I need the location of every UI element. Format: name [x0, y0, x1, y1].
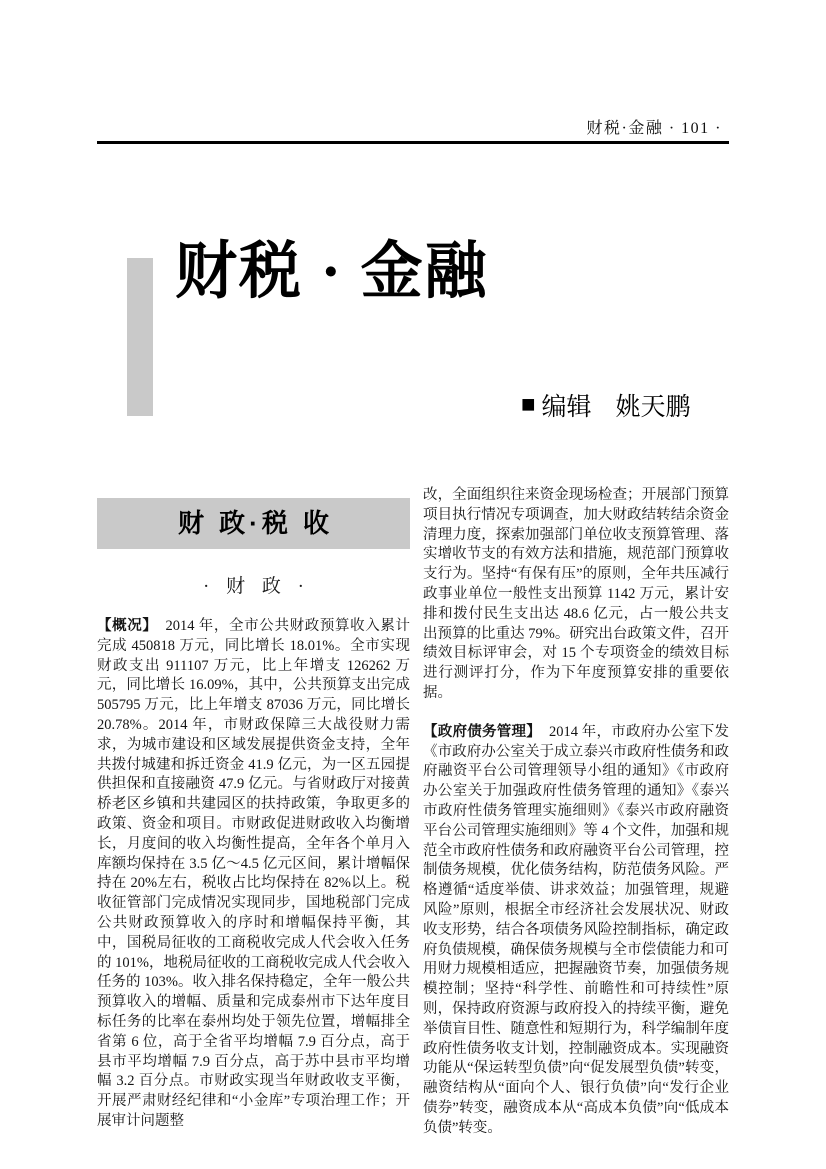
entry-paragraph — [97, 617, 410, 1132]
entry-text: 2014 年，全市公共财政预算收入累计完成 450818 万元，同比增长 18.01%。全市实现财政支出 911107 万元，比上年增支 126262 万元，同比增长 16.09%，其中，公共预算支出完成 505795 万元，比上年增支 87036 万元，同比增长 20.78%。2014 年，市财政保障三大战役财力需求，为城市建设和区域发展提供资金支持，全年共拨付城建和拆迁资金 41.9 亿元，为一区五园提供担保和直接融资 47.9 亿元。与省财政厅对接黄桥老区乡镇和共建园区的扶持政策，争取更多的政策、资金和项目。市财政促进财政收入均衡增长，月度间的收入均衡性提高，全年各个单月入库额均保持在 3.5 亿～4.5 亿元区间，累计增幅保持在 20%左右，税收占比均保持在 82%以上。税收征管部门完成情况实现同步，国地税部门完成公共财政预算收入的序时和增幅保持平衡，其中，国税局征收的工商税收完成人代会收入任务的 101%，地税局征收的工商税收完成人代会收入任务的 103%。收入排名保持稳定，全年一般公共预算收入的增幅、质量和完成泰州市下达年度目标任务的比率在泰州均处于领先位置，增幅排全省第 6 位，高于全省平均增幅 7.9 百分点，高于县市平均增幅 7.9 百分点，高于苏中县市平均增幅 3.2 百分点。市财政实现当年财政收支平衡，开展严肃财经纪律和“小金库”专项治理工作；开展审计问题整 — [97, 618, 411, 1129]
chapter-title: 财税 · 金融 — [175, 238, 489, 306]
editor-square-icon: ■ — [521, 392, 536, 418]
column-right — [423, 486, 729, 1139]
title-accent-bar — [127, 258, 153, 416]
section-banner: 财 政·税 收 — [97, 498, 410, 549]
header-rule — [97, 141, 729, 144]
subsection-heading: · 财 政 · — [203, 576, 310, 597]
entry-paragraph — [423, 486, 729, 704]
editor-label: 编辑 — [541, 394, 592, 421]
entry-tag: 【政府债务管理】 — [423, 723, 541, 740]
running-head: 财税·金融 · 101 · — [586, 120, 722, 137]
entry-tag: 【概况】 — [97, 618, 158, 634]
editor-name: 姚天鹏 — [615, 394, 691, 421]
entry-paragraph — [423, 723, 729, 1139]
editor-credit — [521, 387, 691, 423]
column-left — [97, 498, 410, 1132]
entry-text: 改，全面组织往来资金现场检查；开展部门预算项目执行情况专项调查，加大财政结转结余资金清理力度，探索加强部门单位收支预算管理、落实增收节支的有效方法和措施，规范部门预算收支行为。坚持“有保有压”的原则，全年共压减行政事业单位一般性支出预算 1142 万元，累计安排和拨付民生支出达 48.6 亿元，占一般公共支出预算的比重达 79%。研究出台政策文件，召开绩效目标评审会，对 15 个专项资金的绩效目标进行测评打分，作为下年度预算安排的重要依据。 — [423, 487, 729, 701]
entry-text: 2014 年，市政府办公室下发《市政府办公室关于成立泰兴市政府性债务和政府融资平台公司管理领导小组的通知》《市政府办公室关于加强政府性债务管理的通知》《泰兴市政府性债务管理实施细则》《泰兴市政府融资平台公司管理实施细则》等 4 个文件，加强和规范全市政府性债务和政府融资平台公司管理，控制债务规模，优化债务结构，防范债务风险。严格遵循“适度举债、讲求效益；加强管理，规避风险”原则，根据全市经济社会发展状况、财政收支形势，结合各项债务风险控制指标，确定政府负债规模，确保债务规模与全市偿债能力和可用财力规模相适应，把握融资节奏，加强债务规模控制；坚持“科学性、前瞻性和可持续性”原则，保持政府资源与政府投入的持续平衡，避免举债盲目性、随意性和短期行为，科学编制年度政府性债务收支计划，控制融资成本。实现融资功能从“保运转型负债”向“促发展型负债”转变，融资结构从“面向个人、银行负债”向“发行企业债券”转变，融资成本从“高成本负债”向“低成本负债”转变。 — [423, 723, 730, 1136]
